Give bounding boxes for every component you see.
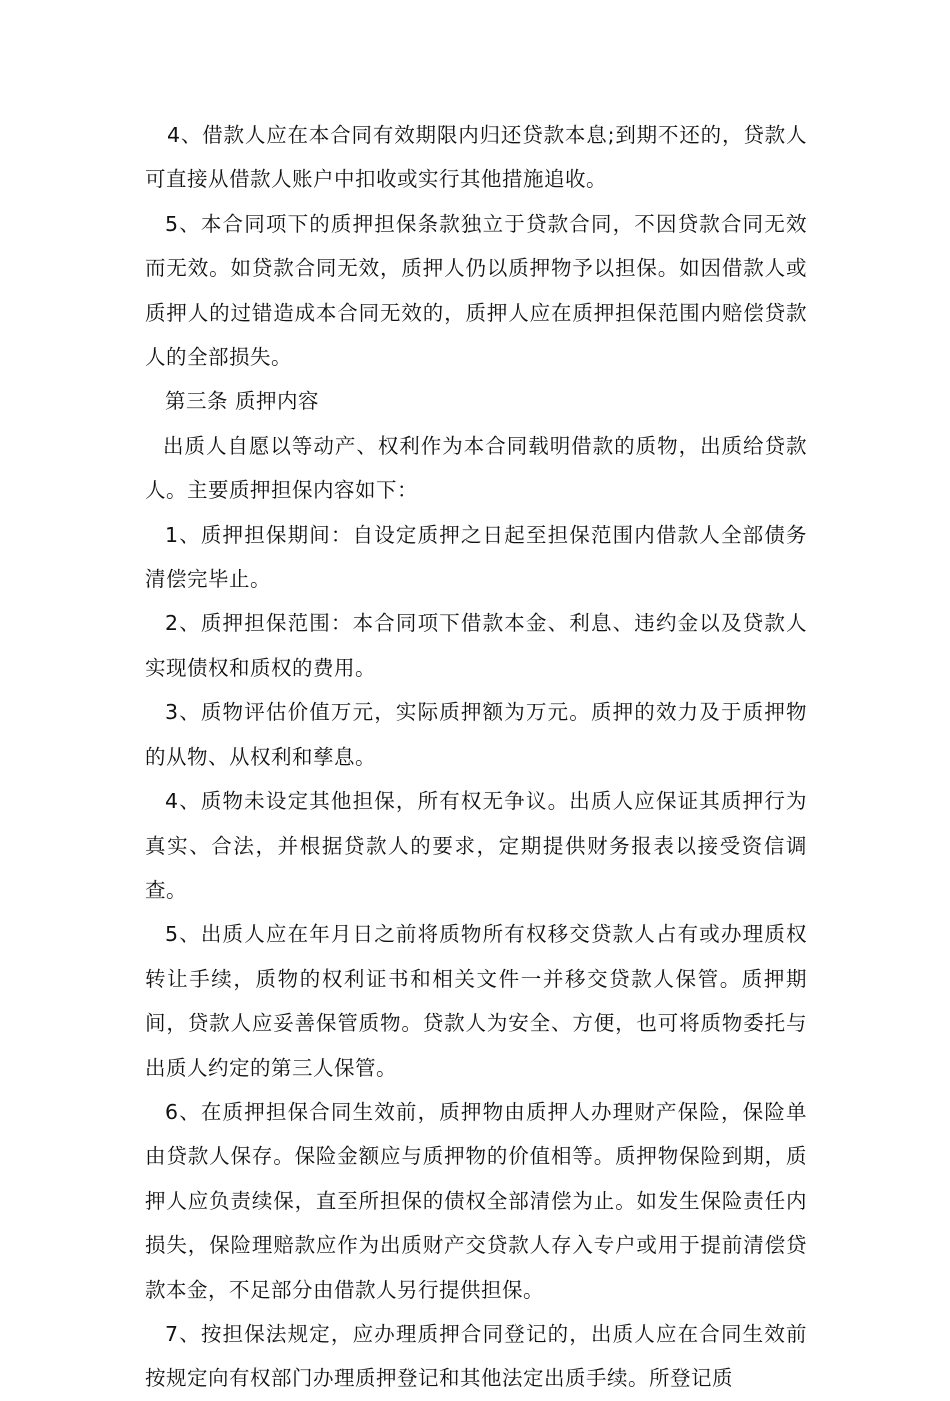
item-7-registration: 7、按担保法规定，应办理质押合同登记的，出质人应在合同生效前按规定向有权部门办理质押登记和其他法定出质手续。所登记质 (145, 1321, 807, 1391)
item-4-no-other-guarantee: 4、质物未设定其他担保，所有权无争议。出质人应保证其质押行为真实、合法，并根据贷款人的要求，定期提供财务报表以接受资信调查。 (145, 789, 807, 902)
article-3-intro: 出质人自愿以等动产、权利作为本合同载明借款的质物，出质给贷款人。主要质押担保内容如下： (145, 433, 807, 503)
item-6-insurance: 6、在质押担保合同生效前，质押物由质押人办理财产保险，保险单由贷款人保存。保险金额应与质押物的价值相等。质押物保险到期，质押人应负责续保，直至所担保的债权全部清偿为止。如发生保险责任内损失，保险理赔款应作为出质财产交贷款人存入专户或用于提前清偿贷款本金，不足部分由借款人另行提供担保。 (145, 1099, 807, 1302)
document-body (145, 113, 807, 1401)
item-5-transfer: 5、出质人应在年月日之前将质物所有权移交贷款人占有或办理质权转让手续，质物的权利证书和相关文件一并移交贷款人保管。质押期间，贷款人应妥善保管质物。贷款人为安全、方便，也可将质物委托与出质人约定的第三人保管。 (145, 922, 807, 1080)
item-2-pledge-scope: 2、质押担保范围：本合同项下借款本金、利息、违约金以及贷款人实现债权和质权的费用。 (145, 611, 807, 680)
item-1-pledge-period: 1、质押担保期间：自设定质押之日起至担保范围内借款人全部债务清偿完毕止。 (145, 522, 807, 592)
clause-5-independence: 5、本合同项下的质押担保条款独立于贷款合同，不因贷款合同无效而无效。如贷款合同无效，质押人仍以质押物予以担保。如因借款人或质押人的过错造成本合同无效的，质押人应在质押担保范围内赔偿贷款人的全部损失。 (145, 211, 807, 370)
item-3-pledge-value: 3、质物评估价值万元，实际质押额为万元。质押的效力及于质押物的从物、从权利和孳息。 (145, 700, 807, 769)
clause-4-repayment: 4、借款人应在本合同有效期限内归还贷款本息;到期不还的，贷款人可直接从借款人账户中扣收或实行其他措施追收。 (145, 123, 807, 192)
section-heading-article-3: 第三条 质押内容 (165, 389, 320, 414)
